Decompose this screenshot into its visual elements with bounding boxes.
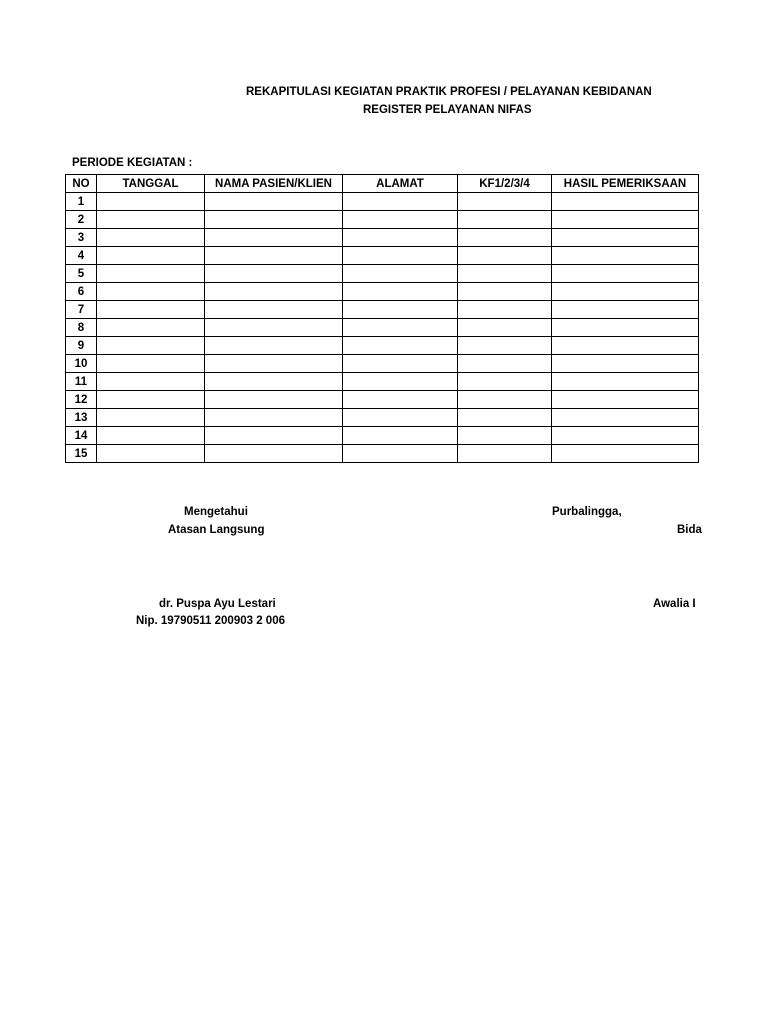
document-title: REKAPITULASI KEGIATAN PRAKTIK PROFESI / PELAYANAN KEBIDANAN (246, 86, 652, 98)
table-cell-nama (205, 247, 343, 265)
column-header-no: NO (66, 175, 97, 193)
table-row (66, 193, 699, 211)
table-row (66, 391, 699, 409)
table-cell-kf (458, 319, 552, 337)
column-header-alamat: ALAMAT (343, 175, 458, 193)
table-cell-hasil (552, 193, 699, 211)
table-cell-alamat (343, 337, 458, 355)
table-cell-alamat (343, 391, 458, 409)
table-cell-no: 15 (66, 445, 97, 463)
table-cell-no: 14 (66, 427, 97, 445)
table-cell-nama (205, 391, 343, 409)
table-cell-nama (205, 373, 343, 391)
table-cell-kf (458, 373, 552, 391)
table-cell-no: 4 (66, 247, 97, 265)
table-cell-nama (205, 337, 343, 355)
table-row (66, 355, 699, 373)
table-row (66, 409, 699, 427)
table-cell-kf (458, 409, 552, 427)
table-cell-no: 3 (66, 229, 97, 247)
table-cell-no: 10 (66, 355, 97, 373)
table-cell-alamat (343, 373, 458, 391)
table-row (66, 229, 699, 247)
table-cell-no: 1 (66, 193, 97, 211)
table-cell-tanggal (97, 247, 205, 265)
table-cell-alamat (343, 427, 458, 445)
table-row (66, 445, 699, 463)
table-cell-hasil (552, 337, 699, 355)
table-cell-alamat (343, 211, 458, 229)
table-cell-nama (205, 193, 343, 211)
table-cell-tanggal (97, 301, 205, 319)
table-cell-tanggal (97, 337, 205, 355)
table-cell-no: 5 (66, 265, 97, 283)
table-cell-tanggal (97, 211, 205, 229)
table-cell-tanggal (97, 283, 205, 301)
table-cell-kf (458, 391, 552, 409)
table-cell-kf (458, 355, 552, 373)
table-cell-hasil (552, 283, 699, 301)
table-cell-no: 2 (66, 211, 97, 229)
table-cell-hasil (552, 211, 699, 229)
table-cell-hasil (552, 391, 699, 409)
table-header-row (66, 175, 699, 193)
column-header-nama: NAMA PASIEN/KLIEN (205, 175, 343, 193)
table-cell-alamat (343, 301, 458, 319)
table-cell-nama (205, 319, 343, 337)
table-cell-hasil (552, 373, 699, 391)
table-cell-alamat (343, 247, 458, 265)
table-cell-nama (205, 301, 343, 319)
table-cell-hasil (552, 427, 699, 445)
table-cell-kf (458, 427, 552, 445)
table-cell-kf (458, 283, 552, 301)
table-row (66, 247, 699, 265)
table-cell-kf (458, 247, 552, 265)
table-cell-no: 13 (66, 409, 97, 427)
table-row (66, 211, 699, 229)
table-cell-tanggal (97, 355, 205, 373)
table-cell-hasil (552, 247, 699, 265)
table-cell-tanggal (97, 265, 205, 283)
table-cell-alamat (343, 283, 458, 301)
table-cell-alamat (343, 355, 458, 373)
document-subtitle: REGISTER PELAYANAN NIFAS (363, 104, 532, 116)
table-cell-nama (205, 265, 343, 283)
table-row (66, 319, 699, 337)
table-cell-nama (205, 355, 343, 373)
table-cell-kf (458, 229, 552, 247)
signature-left-role: Atasan Langsung (168, 524, 265, 536)
table-cell-kf (458, 445, 552, 463)
table-cell-no: 8 (66, 319, 97, 337)
signature-left-nip: Nip. 19790511 200903 2 006 (136, 615, 285, 627)
table-cell-kf (458, 265, 552, 283)
register-table (65, 174, 699, 463)
table-cell-alamat (343, 229, 458, 247)
table-cell-hasil (552, 229, 699, 247)
table-cell-hasil (552, 265, 699, 283)
table-body (66, 193, 699, 463)
signature-right-role: Bida (677, 524, 702, 536)
table-cell-hasil (552, 409, 699, 427)
table-cell-tanggal (97, 319, 205, 337)
signature-right-name: Awalia I (653, 598, 696, 610)
table-cell-alamat (343, 193, 458, 211)
table-cell-alamat (343, 445, 458, 463)
table-cell-tanggal (97, 427, 205, 445)
table-cell-tanggal (97, 193, 205, 211)
table-cell-tanggal (97, 373, 205, 391)
table-cell-tanggal (97, 409, 205, 427)
table-cell-alamat (343, 319, 458, 337)
table-cell-nama (205, 445, 343, 463)
table-cell-hasil (552, 301, 699, 319)
table-row (66, 427, 699, 445)
table-cell-nama (205, 229, 343, 247)
table-cell-nama (205, 211, 343, 229)
table-cell-kf (458, 193, 552, 211)
column-header-tanggal: TANGGAL (97, 175, 205, 193)
column-header-kf: KF1/2/3/4 (458, 175, 552, 193)
table-cell-tanggal (97, 229, 205, 247)
table-cell-kf (458, 337, 552, 355)
table-cell-alamat (343, 409, 458, 427)
table-row (66, 265, 699, 283)
table-cell-no: 6 (66, 283, 97, 301)
table-cell-nama (205, 283, 343, 301)
table-cell-nama (205, 427, 343, 445)
table-cell-alamat (343, 265, 458, 283)
table-cell-kf (458, 301, 552, 319)
column-header-hasil: HASIL PEMERIKSAAN (552, 175, 699, 193)
table-row (66, 301, 699, 319)
table-cell-tanggal (97, 391, 205, 409)
table-cell-no: 11 (66, 373, 97, 391)
table-cell-nama (205, 409, 343, 427)
table-cell-tanggal (97, 445, 205, 463)
table-cell-hasil (552, 319, 699, 337)
table-row (66, 283, 699, 301)
table-cell-hasil (552, 445, 699, 463)
table-cell-no: 9 (66, 337, 97, 355)
table-row (66, 373, 699, 391)
table-cell-no: 12 (66, 391, 97, 409)
signature-left-mengetahui: Mengetahui (184, 506, 248, 518)
table-cell-hasil (552, 355, 699, 373)
table-cell-kf (458, 211, 552, 229)
table-row (66, 337, 699, 355)
table-cell-no: 7 (66, 301, 97, 319)
signature-left-name: dr. Puspa Ayu Lestari (159, 598, 276, 610)
signature-right-place: Purbalingga, (552, 506, 622, 518)
periode-label: PERIODE KEGIATAN : (72, 157, 193, 169)
